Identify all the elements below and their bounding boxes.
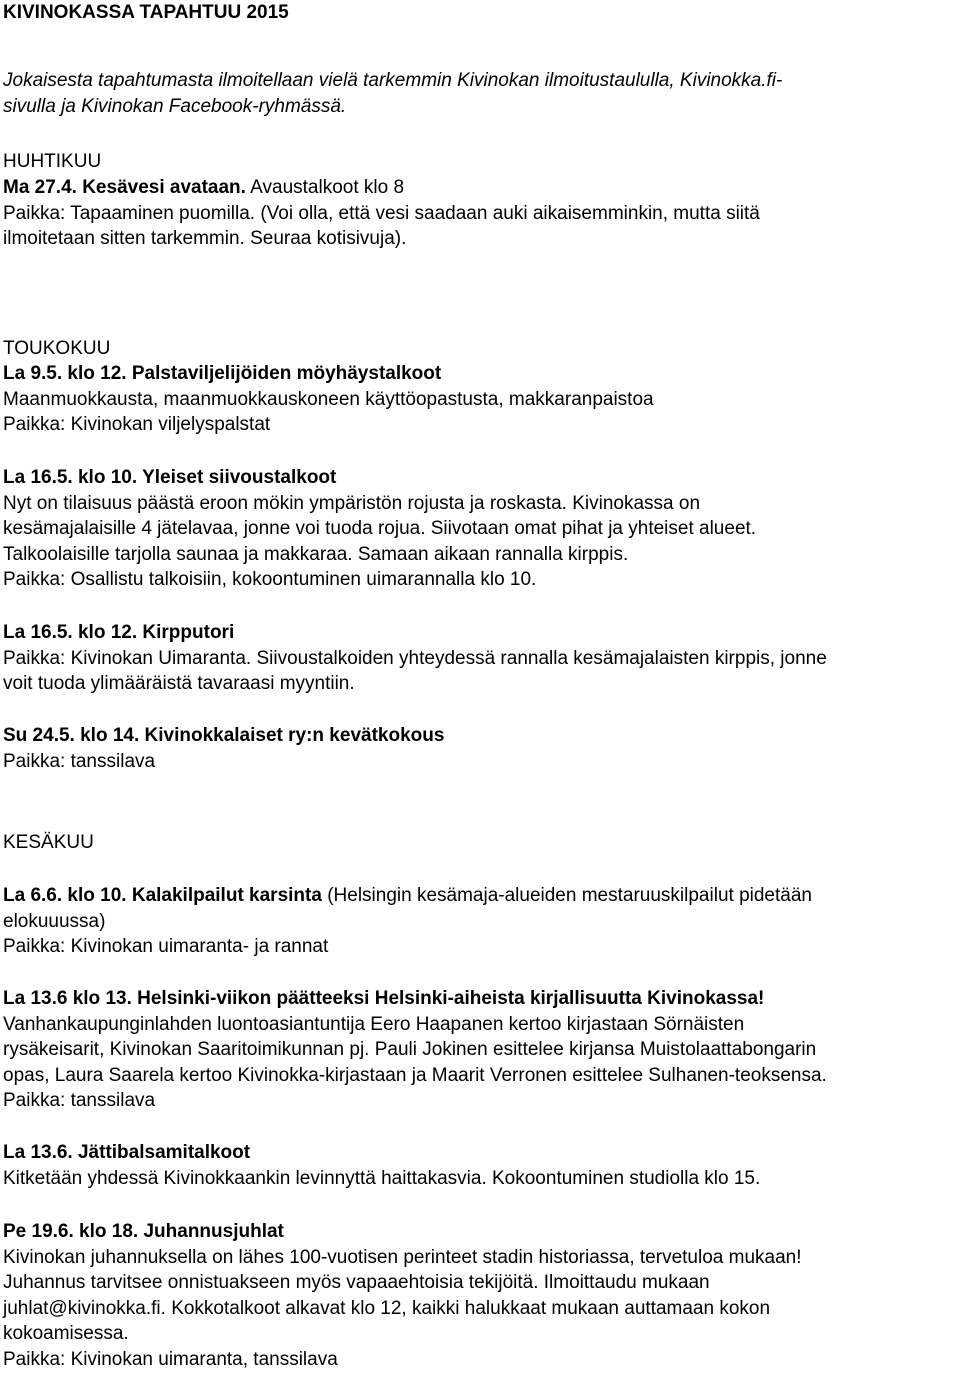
event-heading: La 9.5. klo 12. Palstaviljelijöiden möyhäystalkoot [3,363,442,384]
page-title: KIVINOKASSA TAPAHTUU 2015 [3,2,289,23]
event-text: kesämajalaisille 4 jätelavaa, jonne voi tuoda rojua. Siivotaan omat pihat ja yhteiset alueet. [3,518,757,540]
event-block [3,361,958,438]
event-heading: La 16.5. klo 12. Kirpputori [3,622,235,643]
event-text: Vanhankaupunginlahden luontoasiantuntija Eero Haapanen kertoo kirjastaan Sörnäisten [3,1013,745,1035]
event-date: Ma 27.4. Kesävesi avataan. [3,177,246,198]
event-heading: Pe 19.6. klo 18. Juhannusjuhlat [3,1221,284,1242]
intro-line: sivulla ja Kivinokan Facebook-ryhmässä. [3,95,347,117]
event-text: elokuuussa) [3,910,106,932]
event-block [3,465,958,593]
event-heading: La 16.5. klo 10. Yleiset siivoustalkoot [3,467,337,488]
event-block [3,1140,958,1191]
event-text: Nyt on tilaisuus päästä eroon mökin ympäristön rojusta ja roskasta. Kivinokassa on [3,492,701,514]
event-text: Paikka: Tapaaminen puomilla. (Voi olla, että vesi saadaan auki aikaisemminkin, mutta siitä [3,202,760,224]
event-text: Kivinokan juhannuksella on lähes 100-vuotisen perinteet stadin historiassa, tervetuloa mukaan! [3,1246,802,1268]
event-text: rysäkeisarit, Kivinokan Saaritoimikunnan pj. Pauli Jokinen esittelee kirjansa Muistolaattabongarin [3,1039,817,1061]
event-text: Kitketään yhdessä Kivinokkaankin levinnyttä haittakasvia. Kokoontuminen studiolla klo 15. [3,1167,761,1189]
event-text: Juhannus tarvitsee onnistuakseen myös vapaaehtoisia tekijöitä. Ilmoittaudu mukaan [3,1272,710,1294]
month-heading-may: TOUKOKUU [3,338,111,359]
event-block [3,1219,958,1373]
event-heading [3,175,958,201]
event-text: Paikka: Kivinokan viljelyspalstat [3,414,271,436]
event-text: Paikka: Osallistu talkoisiin, kokoontuminen uimarannalla klo 10. [3,569,537,591]
month-heading-april: HUHTIKUU [3,151,102,172]
event-heading: Su 24.5. klo 14. Kivinokkalaiset ry:n kevätkokous [3,725,445,746]
intro-paragraph [3,68,943,119]
event-note: (Helsingin kesämaja-alueiden mestaruuskilpailut pidetään [321,885,812,906]
event-heading: La 13.6. Jättibalsamitalkoot [3,1142,251,1163]
event-block [3,723,958,774]
event-heading: La 13.6 klo 13. Helsinki-viikon päätteeksi Helsinki-aiheista kirjallisuutta Kivinokassa! [3,988,765,1009]
event-block [3,883,958,960]
event-block [3,175,958,252]
event-text: ilmoitetaan sitten tarkemmin. Seuraa kotisivuja). [3,228,407,250]
event-text: Paikka: Kivinokan uimaranta, tanssilava [3,1348,338,1370]
event-text: kokoamisessa. [3,1323,129,1345]
event-text: Paikka: tanssilava [3,750,156,772]
event-title: La 6.6. klo 10. Kalakilpailut karsinta [3,885,322,906]
event-heading [3,883,958,909]
event-text: Paikka: tanssilava [3,1090,156,1112]
event-block [3,986,958,1114]
event-text: Talkoolaisille tarjolla saunaa ja makkaraa. Samaan aikaan rannalla kirppis. [3,543,629,565]
event-text: opas, Laura Saarela kertoo Kivinokka-kirjastaan ja Maarit Verronen esittelee Sulhanen-teoksensa. [3,1064,827,1086]
event-text: voit tuoda ylimääräistä tavaraasi myyntiin. [3,673,355,695]
event-text: Maanmuokkausta, maanmuokkauskoneen käyttöopastusta, makkaranpaistoa [3,388,654,410]
event-text: Paikka: Kivinokan uimaranta- ja rannat [3,936,329,958]
event-text: juhlat@kivinokka.fi. Kokkotalkoot alkavat klo 12, kaikki halukkaat mukaan auttamaan kokon [3,1297,771,1319]
month-heading-june: KESÄKUU [3,832,94,853]
event-text: Paikka: Kivinokan Uimaranta. Siivoustalkoiden yhteydessä rannalla kesämajalaisten kirppis, jonne [3,647,827,669]
event-block [3,620,958,697]
intro-line: Jokaisesta tapahtumasta ilmoitellaan vielä tarkemmin Kivinokan ilmoitustaululla, Kivinokka.fi- [3,70,783,91]
event-title: Avaustalkoot klo 8 [245,177,405,198]
